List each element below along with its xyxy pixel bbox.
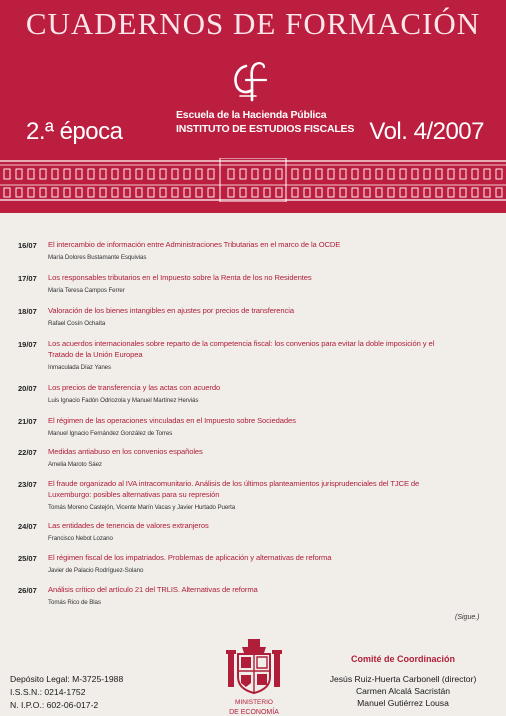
entry-author: Francisco Nebot Lozano — [48, 535, 113, 542]
issn: I.S.S.N.: 0214-1752 — [10, 687, 86, 697]
epoch-label: 2.ª época — [26, 118, 123, 145]
entry-title: El régimen fiscal de los impatriados. Problemas de aplicación y alternativas de reforma — [48, 553, 332, 562]
entry-author: Amelia Maroto Sáez — [48, 461, 102, 468]
school-name — [176, 108, 354, 136]
coordination-committee — [318, 654, 488, 709]
entry-author: Tomás Moreno Castejón, Vicente Marín Vacas y Javier Hurtado Puerta — [48, 504, 236, 511]
committee-member: Carmen Alcalá Sacristán — [355, 686, 451, 696]
deposito-legal: Depósito Legal: M-3725-1988 — [10, 674, 124, 684]
entry-title: Valoración de los bienes intangibles en ajustes por precios de transferencia — [48, 306, 294, 315]
entry-author: María Teresa Campos Ferrer — [48, 287, 125, 294]
entry-number: 19/07 — [18, 340, 37, 349]
entry-number: 20/07 — [18, 384, 37, 393]
ministry-line-1: MINISTERIO — [235, 699, 273, 706]
entry-author: Rafael Cosín Ochaíta — [48, 320, 106, 327]
entry-title: Los precios de transferencia y las actas con acuerdo — [48, 383, 221, 392]
entry-title: El intercambio de información entre Administraciones Tributarias en el marco de la OCDE — [48, 240, 341, 249]
committee-member: Jesús Ruiz-Huerta Carbonell (director) — [329, 674, 477, 684]
entry-number: 24/07 — [18, 522, 37, 531]
entry-title-continued: Luxemburgo: posibles alternativas para su represión — [48, 490, 220, 499]
entry-author: Luis Ignacio Fadón Odriozola y Manuel Martínez Herviás — [48, 397, 199, 404]
entry-title: El fraude organizado al IVA intracomunitario. Análisis de los últimos planteamientos jurisprudenciales del TJCE de — [48, 479, 420, 488]
entry-title: El régimen de las operaciones vinculadas en el Impuesto sobre Sociedades — [48, 416, 296, 425]
entry-author: Tomás Rico de Blas — [48, 599, 101, 606]
committee-heading: Comité de Coordinación — [350, 654, 455, 664]
nipo: N. I.P.O.: 602-06-017-2 — [10, 700, 99, 710]
committee-member: Manuel Gutiérrez Lousa — [357, 698, 449, 708]
legal-info — [10, 673, 123, 712]
entry-title: Análisis crítico del artículo 21 del TRLIS. Alternativas de reforma — [48, 585, 258, 594]
entry-number: 26/07 — [18, 586, 37, 595]
building-facade-illustration — [0, 158, 506, 202]
entry-author: María Dolores Bustamante Esquivias — [48, 254, 147, 261]
entry-author: Manuel Ignacio Fernández González de Torres — [48, 430, 173, 437]
ministry-line-2: DE ECONOMÍA — [229, 709, 279, 716]
entry-number: 22/07 — [18, 448, 37, 457]
entry-number: 18/07 — [18, 307, 37, 316]
entry-number: 21/07 — [18, 417, 37, 426]
school-line-2: INSTITUTO DE ESTUDIOS FISCALES — [176, 123, 355, 135]
volume-label: Vol. 4/2007 — [369, 118, 484, 145]
entry-title-continued: Tratado de la Unión Europea — [48, 350, 143, 359]
entry-author: Javier de Palacio Rodríguez-Solano — [48, 567, 144, 574]
entry-number: 23/07 — [18, 480, 37, 489]
entry-number: 17/07 — [18, 274, 37, 283]
entry-title: Los acuerdos internacionales sobre reparto de la competencia fiscal: los convenios para evitar la doble imposición y el — [48, 339, 435, 348]
entry-title: Las entidades de tenencia de valores extranjeros — [48, 521, 209, 530]
publication-title: CUADERNOS DE FORMACIÓN — [25, 6, 481, 41]
cover-header — [0, 0, 506, 213]
entry-number: 16/07 — [18, 241, 37, 250]
entry-number: 25/07 — [18, 554, 37, 563]
continued-note: (Sigue.) — [455, 614, 480, 621]
entry-title: Los responsables tributarios en el Impuesto sobre la Renta de los no Residentes — [48, 273, 312, 282]
entry-author: Inmaculada Díaz Yanes — [48, 364, 112, 371]
school-line-1: Escuela de la Hacienda Pública — [176, 109, 327, 121]
entry-title: Medidas antiabuso en los convenios españoles — [48, 447, 203, 456]
ministry-coat-of-arms — [218, 637, 290, 716]
ief-logo — [226, 60, 276, 104]
